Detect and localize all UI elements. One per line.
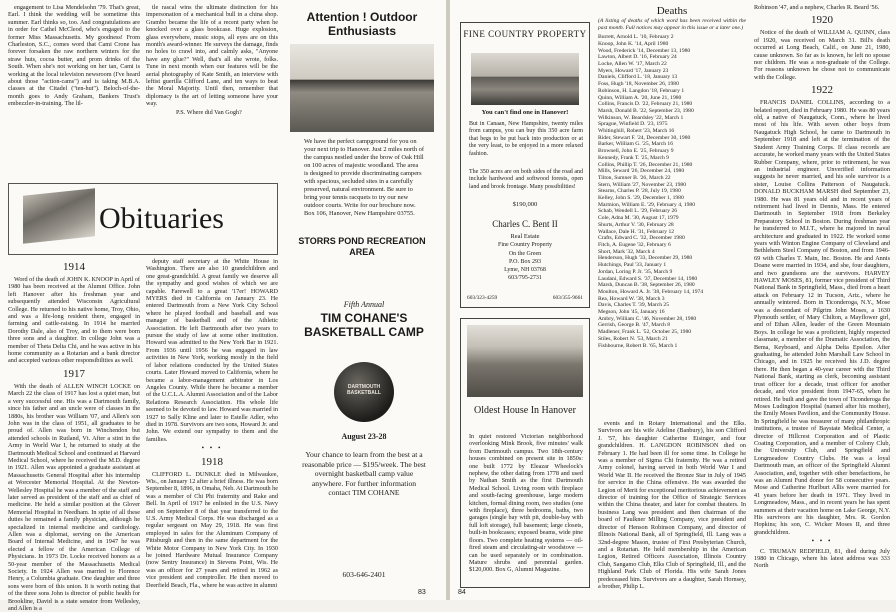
year-heading-1920: 1920 [811, 14, 833, 27]
agent-phone: 603/355-9661 [552, 295, 583, 301]
death-entry: Locke, Allen W. '17, March 22 [598, 61, 667, 67]
obituary-1918: CLIFFORD L. DUNKLE died in Milwaukee, Wis., on January 12 after a brief illness. He was born September 8, 1896, in Omaha, Neb. At Dartmouth he was a member of Chi Phi fraternity and Rake and Bell. In April of 1917 he enlisted in the U.S. Navy and on September 8 of that year transferred to the U.S. Army Medical Corps. He was discharged as a regular sergeant on May 29, 1918. He was first employed in sales for the Aluminum Company of Pittsburgh and then in the same department for the White Motor Company in New York City. In 1930 he joined Hardware Mutual Insurance Company (now Sentry Insurance) in Stevens Point, Wis. He was an officer for 27 years and retired in 1962 as vice president and comptroller. He then moved to Deerfield Beach, Fla., where he was active in alumni [146, 470, 278, 589]
column-text: Robinson '47, and a nephew, Charles R. Beard '56. [754, 4, 880, 11]
death-entry: Davis, Charles T. '39, March 25 [598, 302, 670, 309]
agent-firm: Fine Country Property [498, 242, 552, 248]
obituary-1917: With the death of ALLEN WINCH LOCKE on March 22 the class of 1917 has lost a quiet man, but a very successful one. His was a Dartmouth family, since his father and an uncle were of classes in the 1880s, his brother was William '07, and Allen's son John was in the class of 1951, all graduates to be proud of. Allen was born in Winchendon but attended schools in Rutland, Vt. After a stint in the Army in World War I, he returned to study at the Dartmouth Medical School and continued at Harvard Medical School, where he received the M.D. degree in 1921. Allen was appointed a graduate assistant at Massachusetts General Hospital after his internship at Worcester Memorial Hospital. At the Newton-Wellesley Hospital he was a member of the staff and later served as president of the staff and as chief of medicine. He held a similar position at the Glover Memorial Hospital in Needham. In spite of all these duties he remained a family physician, although he specialized in internal medicine and cardiology. Allen was a diplomat, serving on the American Board of Internal Medicine, and in 1947 he was elected a fellow of the American College of Physicians. In 1973 Dr. Locke received honors as a 50-year member of the Massachusetts Medical Society. In 1924 Allen was married to Florence Henry, a Columbia graduate. One daughter and three sons were born of this union. It is worth noting that of the three sons John is director of public health for Brookline, David is a state senator from Wellesley, and Allen is a [8, 382, 140, 612]
obituary-1920: Notice of the death of WILLIAM A. QUINN, class of 1920, was received on March 31. Bill's death occurred at Long Beach, Calif., on June 21, 1980, cause unknown. So far as is known, he left no spouse nor children. He was a non-graduate of the College. For reasons unknown he chose not to communicate with the College. [754, 29, 890, 81]
fcp-body-2: The 350 acres are on both sides of the road and include hardwood and softwood forests, open land and brook frontage. Many possibilities! [469, 169, 583, 190]
death-entry: Burrett, Arnold L. '10, February 2 [598, 34, 674, 41]
fcp-body: But in Canaan, New Hampshire, twenty miles from campus, you can buy this 350 acre farm that begs to be put back into production or at the very least, to be enjoyed in a more relaxed fashion. [469, 121, 583, 157]
page-number: 83 [418, 589, 426, 596]
death-entry: Laudani, Edward S. '37, December 14, 1980 [598, 275, 698, 282]
column-text: engagement to Lisa Mendelsohn '79. That's great, Earl. I think the wedding will be sometime this summer. Earl thinks so, too. And congratulations are in order for Cathel McCleod, who's engaged to the former Miss Massachusetts. My goodness! From Charleston, S.C., comes word that Cami Crone has forever forsaken the raw northern winters for the straw huts, cocoa butter, and prom drinks of the South. When she's not working on her tan, Cami is working at the local television newsroom (I've heard about those "action-cams") and is taking M.B.A. classes at the Citadel ("ten-hut"). Beloch-of-the-month goes to Andy Graham, Bankers Trust's embezzler-in-training. The lil- [8, 4, 140, 108]
death-entry: Ambry, William C. '46, November 28, 1980 [598, 315, 697, 322]
agent-phone: 603/323-4259 [467, 295, 498, 301]
camp-dates: August 23-28 [341, 432, 387, 441]
death-entry: Megson, John '45, January 16 [598, 309, 665, 316]
column-4 [754, 4, 890, 594]
death-entry: Tilton, Sumner B. '26, March 22 [598, 174, 671, 181]
oldest-house-title: Oldest House In Hanover [474, 405, 576, 416]
basketball-icon [334, 362, 394, 422]
death-entry: Marsh, Duncan B. '38, September 26, 1980 [598, 282, 695, 289]
death-entry: Collins, Phillip T. '26, December 21, 1980 [598, 161, 693, 168]
death-entry: Fishbourne, Robert B. '65, March 1 [598, 342, 678, 349]
death-entry: Foss, Hugh '18, November 26, 1980 [598, 81, 679, 88]
column-2-obituaries [146, 258, 278, 594]
deaths-title: Deaths [656, 5, 688, 17]
camp-title: TIM COHANE'S BASKETBALL CAMP [304, 311, 424, 339]
farm-photo [471, 53, 579, 105]
column-1-obituaries [8, 258, 140, 612]
deaths-list [598, 34, 746, 349]
death-entry: Cole, Adna M. '30, August 17, 1979 [598, 215, 679, 222]
death-entry: Marsh, Donald B. '22, September 23, 1980 [598, 107, 694, 114]
agent-address: P.O. Box 293 [508, 259, 541, 265]
death-entry: Henderson, Hugh '33, December 29, 1980 [598, 255, 693, 262]
year-heading-1917: 1917 [63, 367, 85, 380]
oldest-house-ad [460, 318, 590, 588]
obituary-redfield: C. TRUMAN REDFIELD, 81, died during July 1980 in Chicago, where his latest address was 333 North [754, 547, 890, 570]
deaths-column [598, 4, 746, 350]
separator: • • • [201, 444, 223, 453]
column-3-bottom [598, 420, 746, 594]
ad-body: We have the perfect campground for you on your next trip to Hanover. Just 2 miles north of the campus nestled under the brow of Oak Hill on 100 acres of majestic woodland. The area is designed to provide discriminating campers with spacious, secluded sites in a carefully preserved, natural environment. Be sure to bring your tennis racquets to try our new outdoor courts. Write for our brochure now. Box 106, Hanover, New Hampshire 03755. [304, 138, 424, 217]
death-entry: Hutchings, Paul '33, January 1 [598, 262, 667, 269]
deaths-note: (A listing of deaths of which word has been received within the past month. Full notices may appear in this issue or a later one.) [598, 18, 746, 31]
death-entry: Jordan, Loring P. Jr. '35, March 9 [598, 268, 673, 275]
death-entry: Rider, Stewart F. '24, December 30, 1980 [598, 134, 691, 141]
death-entry: Gerrish, George B. '47, March 8 [598, 322, 671, 329]
obituary-continued: deputy staff secretary at the White House in Washington. There are also 10 grandchildren and one great-grandchild. A great family we deserve all the sympathy and good wishes of which we are capable. Farewell to a great '17er! HOWARD MYERS died in California on January 23. He entered Dartmouth from a New York City School where he played football and baseball and was manager of basketball and of the Athletic Association. He left Dartmouth after two years to pursue the study of law at some other institution. Howard was admitted to the New York Bar in 1921. From 1936 until 1956 he was engaged in law activities in New York, working mostly in the field of labor relations conducted by the United States courts. Later Howard moved to California, where he became a labor-management arbitrator in Los Angeles County. While there he became a member of the U.C.L.A. Alumni Association and of the Labor Relations Research Association. His whole life seemed to be devoted to law. Howard was married in 1927 to Sally Kline and later to Estelle Adler, who died in 1978. Survivors are two sons, Howard Jr. and John. We extend our sympathy to them and the families. [146, 258, 278, 443]
postscript: P.S. Where did Van Gogh? [176, 108, 242, 116]
agent-address: Lyme, NH 03768 [504, 267, 546, 273]
death-entry: Shurts, Arthur V. '30, February 28 [598, 221, 674, 228]
death-entry: Mills, Seward '26, December 24, 1980 [598, 168, 685, 175]
house-photo [467, 325, 583, 397]
basketball-camp-ad [298, 300, 430, 586]
death-entry: Robinson, H. Langdon '18, February 1 [598, 87, 685, 94]
camp-pitch: Your chance to learn from the best at a reasonable price — $195/week. The best overnight basketball camp value anywhere. For further information contact TIM COHANE [302, 450, 426, 498]
ball-label: DARTMOUTH BASKETBALL [347, 384, 381, 396]
agent-name: Charles C. Bent II [492, 219, 558, 229]
fcp-tagline: You can't find one in Hanover! [481, 109, 569, 116]
year-heading-1918: 1918 [201, 455, 223, 468]
death-entry: Wood, Frederick '14, December 13, 1980 [598, 47, 691, 54]
death-entry: Wilkinson, W. Beardsley '22, March 1 [598, 114, 684, 121]
fine-country-property-ad [460, 22, 590, 308]
column-text: tle rascal wins the ultimate distinction for his impersonation of a mechanical bull in a china shop. Grambo became the life of a recent party when he knocked over a glass bookcase. Huge explosion, glass everywhere, music stops, all eyes are on this month's award-winner. He surveys the damage, finds no holes to crawl into, and calmly asks, "Anyone have any glue?" Well, that's all she wrote, folks. Tune in next month when our features will be the aerial photography of Kate Smith, an interview with leftist guerilla Clifford Lane, and ten ways to beat the Moral Majority. Until then, remember that diplomacy is the art of letting someone have your way. [146, 4, 278, 108]
death-entry: Stern, William '27, November 23, 1980 [598, 181, 686, 188]
fcp-title: FINE COUNTRY PROPERTY [463, 29, 587, 39]
agent-role: Real Estate [510, 233, 540, 240]
camp-subtitle: Fifth Annual [343, 300, 385, 309]
death-entry: Kennedy, Frank T. '25, March 9 [598, 154, 669, 161]
obituaries-title: Obituaries [99, 202, 224, 235]
obituary-1922: FRANCIS DANIEL COLLINS, according to a belated report, died in February 1980. He was 80 years old, a native of Naugatuck, Conn., where he lived most of his life. With seven other boys from Naugatuck High School, he came to Dartmouth in September 1918 and left at the termination of the Student Army Training Corps. If class records are accurate, he worked many years with the United States Rubber Company, where, prior to retirement, he was an industrial engineer. Unverified information suggests he never married, and his sole survivor is a sister, Louise Collins Patterson of Naugatuck. DONALD BUCKHAM MARSH died September 23, 1980. He was 81 years old and in recent years of retirement had lived in Dennis, Mass. He entered Dartmouth in September 1918 from Berkeley Preparatory School in Boston. During freshman year he transferred to M.I.T., where he majored in naval architecture and graduated in 1922. He worked some years with Winton Engine Company of Cleveland and Bethlehem Steel Company of Boston, and from 1946-69 with Charles T. Main, Inc. Boston. He and Annis Doane were married in 1934, and she, four daughters, and two grandsons are the survivors. HARVEY HAWLEY MOSES, 81, former vice president of Third National Bank in Springfield, Mass., died from a heart attack on February 12 in Tucson, Ariz., where he annually wintered. Born in Ticonderoga, N.Y., Mose was a descendant of Pilgrim John Moses, a 1630 Plymouth settler, of Mary Chilton, a Mayflower girl, and of Ethan Allen, leader of the Green Mountain Boys. In college he was a proficient, highly respected classmate, a member of the Dramatic Association, the Bema, Keyboard, and Alpha Delta Epsilon. After graduating, he attended John Marshall Law School in Chicago, and in 1925 he received his J.D. degree there. He then began a 40-year career with the Third National Bank, starting as clerk, becoming assistant trust officer for a decade, trust officer for another decade, and vice president from 1947-65, when he retired. He built and gave the town of Ticonderoga the Moses Ludington Hospital (named after his mother), the Emily Moses Pavilion, and the Community House. In Springfield he was treasurer of many philanthropic institutions, a trustee of Baystate Medical Center, a director of Hillcrest Corporation and of Plastic Coating Corporation, and a member of Colony Club, the University Club, and Springfield and Longmeadow Country Clubs. He was a loyal Dartmouth man, an officer of the Springfield Alumni Association, and, together with other benefactions, he was an Alumni Fund donor for 58 consecutive years. Mose and Catherine Hurlburt Allis were married for 41 years before her death in 1971. They lived in Longmeadow, Mass., and in recent years he has spent summers at their vacation home on Lake George, N.Y. His survivors are his daughter, Mrs. R. Gordon Hopkins; his son, C. Wicker Moses II, and three grandchildren. [754, 99, 890, 536]
death-entry: Short, Mark '32, March 4 [598, 248, 655, 255]
page-84 [450, 0, 896, 600]
camp-phone: 603-646-2401 [342, 570, 386, 579]
death-entry: Myers, Howard '17, January 23 [598, 67, 669, 74]
fcp-price: $190,000 [512, 201, 538, 208]
year-heading-1922: 1922 [811, 84, 833, 97]
obituary-robinson: events and in Rotary International and the Elks. Survivors are his wife Adeline (Banbury), his son Clifford J. '57, his daughter Catherine Eisinger, and four grandchildren. H. LANGDON ROBINSON died on February 1. He had been ill for some time. In College he was a member of Sigma Chi fraternity. He was a retired Army colonel, having served in both World War I and World War II. He received the Bronze Star in July of 1945 for service in the China offensive. He was awarded the Legion of Merit for exceptional meritorious achievement as director of training for the Office of Strategic Services within the China theater, and later for combat theaters. In business Lang was president and then chairman of the board of Faulkner Milling Company, vice president and director of Henson Robinson Company, and director of Illinois National Bank, all of Springfield, Ill. Lang was a 32nd-degree Mason, trustee of First Presbyterian Church, and a Rotarian. He held membership in the American Legion, Retired Officers Association, Illinois Country Club, Sangamo Club, Elks Club of Springfield, Ill., and the Highland Park Club of Florida. His wife Sarah Jones predeceased him. Survivors are a daughter, Sarah Hornsey, a brother, Philip L. [598, 420, 746, 590]
agent-phone: 603/795-2731 [508, 275, 542, 281]
storrs-pond-ad [284, 6, 440, 292]
oldest-house-body: In quiet restored Victorian neighborhood overlooking Mink Brook, five minutes' walk from Dartmouth campus. Two 18th-century houses combined on present site in 1850s: one built 1772 by Eleazar Wheelock's nephew, the other dating from 1778 and used by Nathan Smith as the first Dartmouth Medical School. Living room with fireplace and south-facing greenhouse, large modern kitchen, formal dining room, two studies (one with fireplace), three bedrooms, baths, two garages (single bay with pit, double-bay with full loft storage), full basement; large closets, built-in bookcases; exposed beams, wide pine floors. Two complete heating systems — oil-fired steam and circulating-air woodstove — can be used separately or in combination. Mature shrubs and perennial garden. $120,000. Box G, Alumni Magazine. [469, 433, 583, 574]
storrs-logo: STORRS POND RECREATION AREA [298, 236, 426, 257]
death-entry: Sprague, Winfield D. '23, 1975 [598, 121, 668, 128]
page-83 [0, 0, 446, 612]
death-entry: Moulton, Howard A. Jr. '38, February 14, 1974 [598, 288, 704, 295]
death-entry: Marmion, William E. '29, February 4, 1980 [598, 201, 696, 208]
obituary-1914: Word of the death of JOHN K. KNOOP in April of 1980 has been received at the Alumni Office. John left Hanover after his freshman year and subsequently attended Wisconsin Agricultural College. He returned to his native home, Troy, Ohio, and was a life-long resident there, engaged in farming and cattle-raising. In 1914 he married Dorothy Dale, also of Troy, and to them were born three sons and a daughter. In college John was a member of Theta Delta Chi, and he was active in his home community as a Rotarian and a bank director and accepted various other responsibilities as well. [8, 276, 140, 365]
death-entry: Stearns, Charles P. '28, July 19, 1980 [598, 188, 681, 195]
separator: • • • [811, 537, 833, 546]
death-entry: Daniels, Clifford L. '18, January 13 [598, 74, 678, 81]
page-number: 84 [458, 589, 466, 596]
obituaries-banner [8, 183, 278, 255]
rv-photo [290, 44, 434, 132]
death-entry: Whitinghill, Robert '23, March 16 [598, 128, 675, 135]
death-entry: Quinn, William A. '20, June 21, 1980 [598, 94, 682, 101]
death-entry: Lawton, Albert D. '16, February 24 [598, 54, 677, 61]
death-entry: Madlener, Frank L. '52, October 25, 1980 [598, 329, 692, 336]
death-entry: Barker, William G. '25, March 16 [598, 141, 674, 148]
year-heading-1914: 1914 [63, 261, 85, 273]
death-entry: Stiles, Robert N. '53, March 21 [598, 335, 668, 342]
death-entry: Wallace, Dale H. '31, February 12 [598, 228, 675, 235]
flag-photo [23, 188, 95, 244]
ad-headline: Attention ! Outdoor Enthusiasts [306, 10, 418, 38]
agent-address: On the Green [508, 251, 542, 257]
death-entry: Crafts, Edward C. '32, December 1980 [598, 235, 685, 242]
death-entry: Collins, Francis D. '22, February 21, 1980 [598, 101, 693, 108]
death-entry: Fitch, A. Eugene '32, February 6 [598, 241, 671, 248]
death-entry: Brownell, John E. '25, February 9 [598, 148, 674, 155]
death-entry: Kelley, John S. '29, December 1, 1980 [598, 195, 684, 202]
death-entry: Rea, Howard W. '38, March 3 [598, 295, 665, 302]
death-entry: Knoop, John K. '14, April 1980 [598, 40, 669, 47]
death-entry: Schab, Wendell L. '29, February 26 [598, 208, 678, 215]
